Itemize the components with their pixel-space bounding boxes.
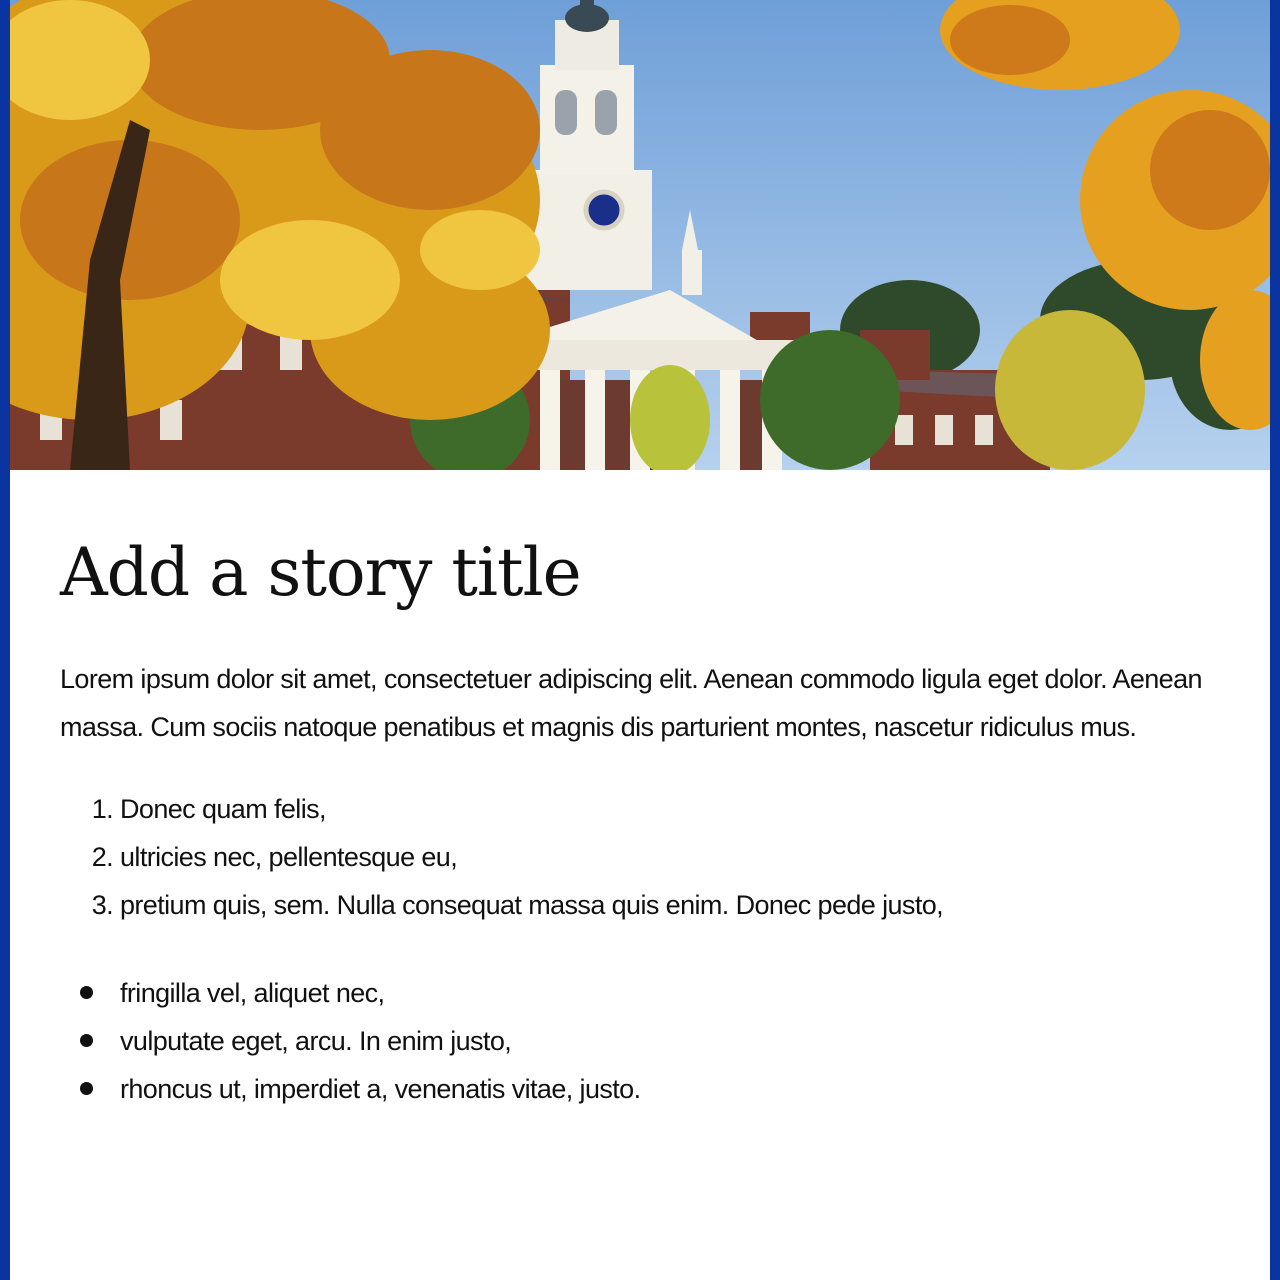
bullet-list xyxy=(60,969,1220,1113)
list-item[interactable] xyxy=(120,969,1220,1017)
list-item-text: vulputate eget, arcu. In enim justo, xyxy=(120,1026,512,1056)
list-item[interactable]: 2. ultricies nec, pellentesque eu, xyxy=(120,833,1220,881)
list-item[interactable]: 1. Donec quam felis, xyxy=(120,785,1220,833)
hero-image xyxy=(10,0,1270,470)
bullet-icon xyxy=(80,1034,93,1047)
list-item[interactable] xyxy=(120,1017,1220,1065)
campus-photo-illustration xyxy=(10,0,1270,470)
list-item[interactable]: 3. pretium quis, sem. Nulla consequat massa quis enim. Donec pede justo, xyxy=(120,881,1220,929)
bullet-icon xyxy=(80,1082,93,1095)
story-paragraph[interactable]: Lorem ipsum dolor sit amet, consectetuer adipiscing elit. Aenean commodo ligula eget dolor. Aenean massa. Cum sociis natoque penatibus et magnis dis parturient montes, nascetur ridiculus mus. xyxy=(60,664,1202,742)
story-content xyxy=(60,470,1220,1113)
list-item-text: fringilla vel, aliquet nec, xyxy=(120,978,385,1008)
list-item[interactable] xyxy=(120,1065,1220,1113)
list-item-text: rhoncus ut, imperdiet a, venenatis vitae, justo. xyxy=(120,1074,641,1104)
story-frame xyxy=(10,0,1270,1280)
story-title[interactable]: Add a story title xyxy=(60,534,581,611)
bullet-icon xyxy=(80,986,93,999)
ordered-list xyxy=(60,785,1220,929)
